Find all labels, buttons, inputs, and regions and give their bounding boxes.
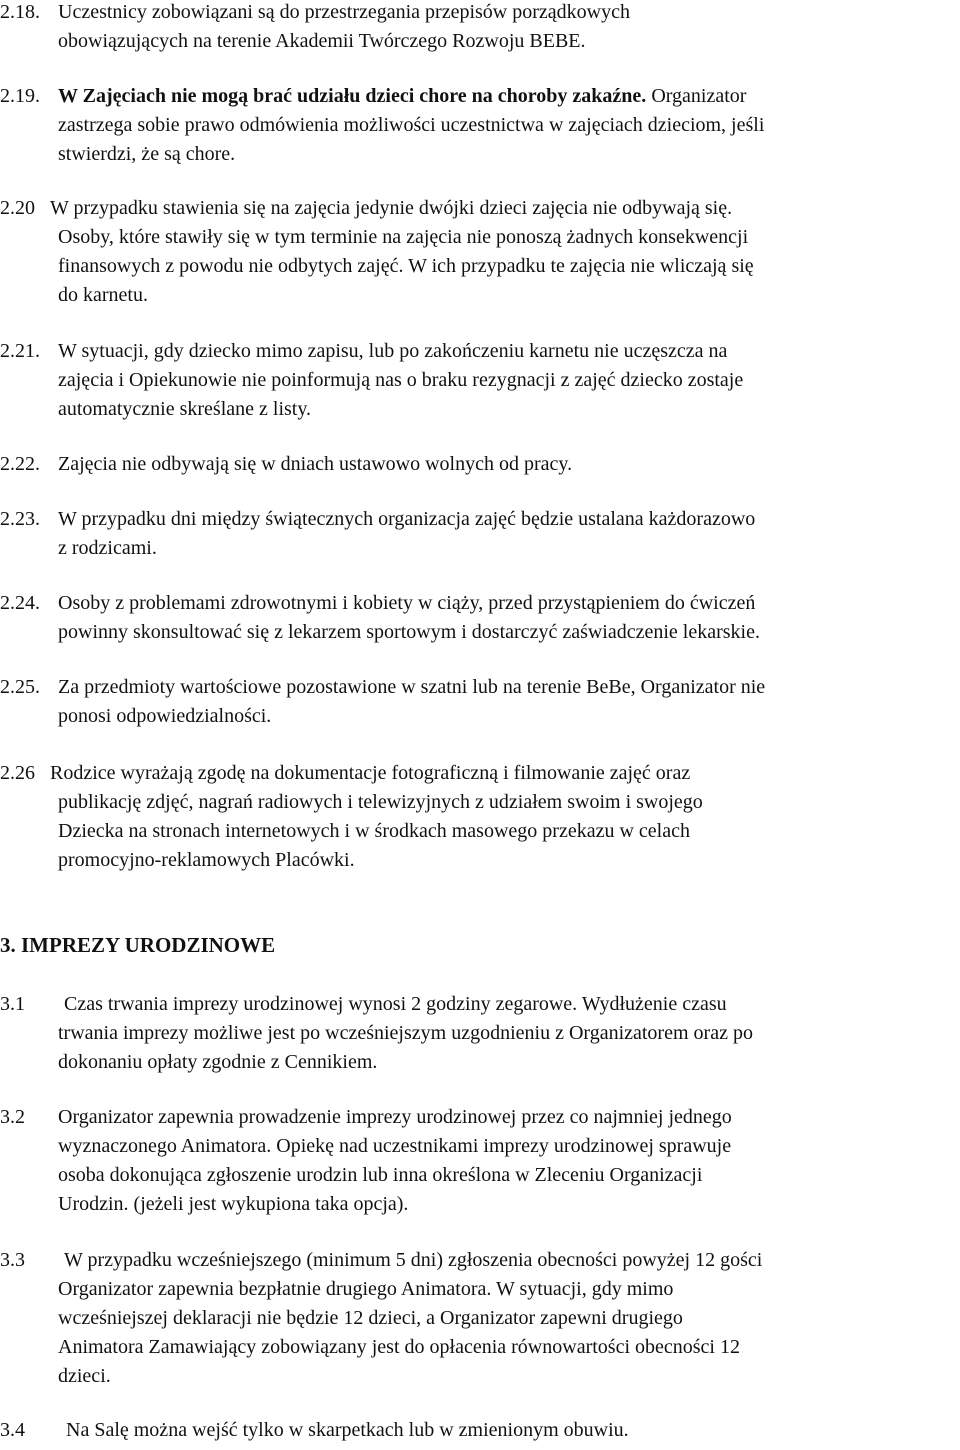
rule-line: Animatora Zamawiający zobowiązany jest do opłacenia równowartości obecności 12 <box>58 1336 740 1358</box>
rule-line: osoba dokonująca zgłoszenie urodzin lub inna określona w Zleceniu Organizacji <box>58 1164 703 1186</box>
rule-line: wcześniejszej deklaracji nie będzie 12 dzieci, a Organizator zapewni drugiego <box>58 1307 683 1329</box>
rule-line: stwierdzi, że są chore. <box>58 143 236 165</box>
rule-line: Osoby, które stawiły się w tym terminie na zajęcia nie ponoszą żadnych konsekwencji <box>58 226 749 248</box>
rule-line: do karnetu. <box>58 284 148 306</box>
rule-number: 2.23. <box>0 508 40 530</box>
rule-line: Organizator zapewnia bezpłatnie drugiego Animatora. W sytuacji, gdy mimo <box>58 1278 674 1300</box>
rule-line: Za przedmioty wartościowe pozostawione w szatni lub na terenie BeBe, Organizator nie <box>58 676 766 698</box>
section-title: 3. IMPREZY URODZINOWE <box>0 933 276 957</box>
rule-number: 2.22. <box>0 453 40 475</box>
rule-line: zajęcia i Opiekunowie nie poinformują nas o braku rezygnacji z zajęć dziecko zostaje <box>58 369 744 391</box>
rule-number: 3.2 <box>0 1106 25 1128</box>
rule-line: promocyjno-reklamowych Placówki. <box>58 849 355 871</box>
rule-line: Urodzin. (jeżeli jest wykupiona taka opcja). <box>58 1193 409 1215</box>
rule-line-tail: Organizator <box>646 85 747 107</box>
rule-number: 2.19. <box>0 85 40 107</box>
rule-line: W przypadku dni między świątecznych organizacja zajęć będzie ustalana każdorazowo <box>58 508 756 530</box>
rule-line: ponosi odpowiedzialności. <box>58 705 272 727</box>
rule-line: W przypadku wcześniejszego (minimum 5 dni) zgłoszenia obecności powyżej 12 gości <box>64 1249 763 1271</box>
rule-number: 2.26 <box>0 762 35 784</box>
rule-line: dokonaniu opłaty zgodnie z Cennikiem. <box>58 1051 378 1073</box>
rule-line: dzieci. <box>58 1365 111 1387</box>
rule-number: 2.24. <box>0 592 40 614</box>
rule-line: automatycznie skreślane z listy. <box>58 398 312 420</box>
rule-bold-lead: W Zajęciach nie mogą brać udziału dzieci chore na choroby zakaźne. <box>58 85 647 107</box>
rule-line: trwania imprezy możliwe jest po wcześniejszym uzgodnieniu z Organizatorem oraz po <box>58 1022 753 1044</box>
rule-line: z rodzicami. <box>58 537 157 559</box>
rule-number: 2.20 <box>0 197 35 219</box>
rule-number: 3.3 <box>0 1249 25 1271</box>
rule-line: obowiązujących na terenie Akademii Twórczego Rozwoju BEBE. <box>58 30 586 52</box>
rule-line: W przypadku stawienia się na zajęcia jedynie dwójki dzieci zajęcia nie odbywają się. <box>50 197 733 219</box>
rule-number: 2.18. <box>0 1 40 23</box>
rule-line: Czas trwania imprezy urodzinowej wynosi 2 godziny zegarowe. Wydłużenie czasu <box>64 993 727 1015</box>
rule-line: Organizator zapewnia prowadzenie imprezy urodzinowej przez co najmniej jednego <box>58 1106 732 1128</box>
rule-line: Zajęcia nie odbywają się w dniach ustawowo wolnych od pracy. <box>58 453 573 475</box>
rule-line: Na Salę można wejść tylko w skarpetkach lub w zmienionym obuwiu. <box>66 1419 629 1441</box>
rule-line: Uczestnicy zobowiązani są do przestrzegania przepisów porządkowych <box>58 1 630 23</box>
rule-number: 2.21. <box>0 340 40 362</box>
rule-line <box>58 82 953 111</box>
rule-number: 3.4 <box>0 1419 25 1441</box>
rule-line: Osoby z problemami zdrowotnymi i kobiety w ciąży, przed przystąpieniem do ćwiczeń <box>58 592 756 614</box>
rule-line: Rodzice wyrażają zgodę na dokumentacje fotograficzną i filmowanie zajęć oraz <box>50 762 691 784</box>
rule-line: powinny skonsultować się z lekarzem sportowym i dostarczyć zaświadczenie lekarskie. <box>58 621 760 643</box>
rule-number: 2.25. <box>0 676 40 698</box>
rule-line: W sytuacji, gdy dziecko mimo zapisu, lub po zakończeniu karnetu nie uczęszcza na <box>58 340 728 362</box>
rule-line: zastrzega sobie prawo odmówienia możliwości uczestnictwa w zajęciach dzieciom, jeśli <box>58 114 765 136</box>
rule-number: 3.1 <box>0 993 25 1015</box>
rule-line: finansowych z powodu nie odbytych zajęć. W ich przypadku te zajęcia nie wliczają się <box>58 255 754 277</box>
rule-line: wyznaczonego Animatora. Opiekę nad uczestnikami imprezy urodzinowej sprawuje <box>58 1135 732 1157</box>
rule-line: Dziecka na stronach internetowych i w środkach masowego przekazu w celach <box>58 820 690 842</box>
rule-line: publikację zdjęć, nagrań radiowych i telewizyjnych z udziałem swoim i swojego <box>58 791 703 813</box>
